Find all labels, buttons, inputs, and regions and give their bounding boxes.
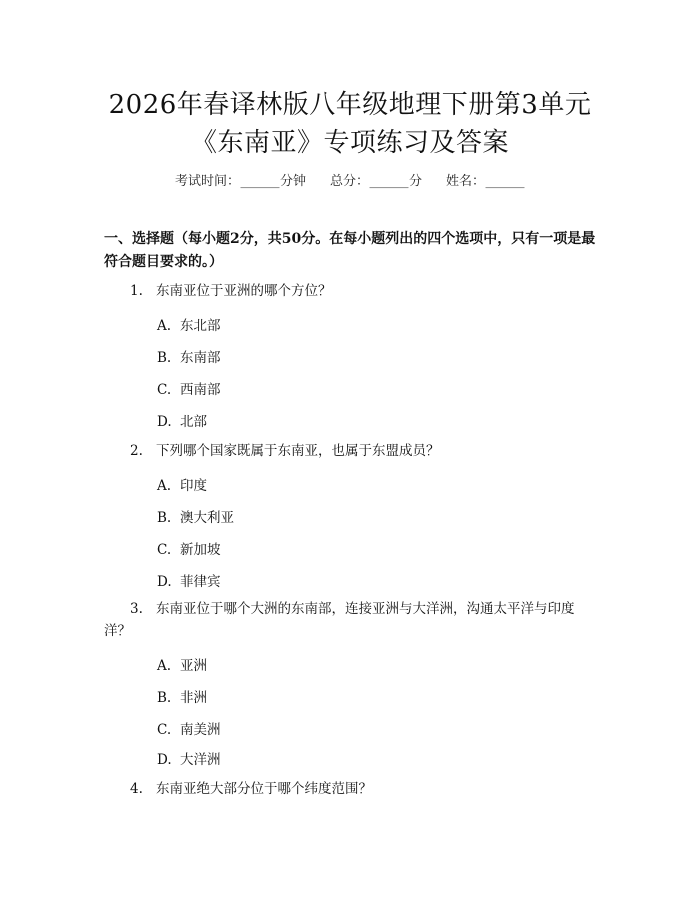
option-letter: C. (157, 722, 172, 738)
exam-info (0, 170, 700, 189)
q1-option-d (157, 410, 207, 430)
option-text: 澳大利亚 (180, 510, 234, 526)
score-label: 总分： (329, 174, 369, 189)
time-label: 考试时间： (174, 174, 240, 189)
question-number: 4. (130, 781, 143, 797)
option-letter: D. (157, 574, 172, 590)
question-4 (104, 778, 598, 800)
q3-option-d (157, 748, 221, 768)
question-number: 1. (130, 283, 143, 299)
option-text: 大洋洲 (180, 752, 221, 768)
option-text: 南美洲 (180, 722, 221, 738)
option-letter: C. (157, 542, 172, 558)
option-letter: A. (157, 478, 172, 494)
document-title-line1: 2026年春译林版八年级地理下册第3单元 (108, 90, 592, 120)
option-letter: D. (157, 414, 172, 430)
q3-option-a (157, 654, 207, 674)
option-letter: C. (157, 382, 172, 398)
option-text: 菲律宾 (180, 574, 221, 590)
option-text: 北部 (180, 414, 207, 430)
question-stem: 下列哪个国家既属于东南亚，也属于东盟成员？ (156, 443, 440, 459)
question-1 (104, 280, 598, 302)
name-label: 姓名： (446, 174, 486, 189)
question-stem: 东南亚绝大部分位于哪个纬度范围？ (156, 781, 372, 797)
option-letter: B. (157, 350, 172, 366)
option-text: 西南部 (180, 382, 221, 398)
question-stem: 东南亚位于哪个大洲的东南部，连接亚洲与大洋洲，沟通太平洋与印度洋？ (104, 601, 575, 639)
q2-option-a (157, 474, 207, 494)
option-text: 亚洲 (180, 658, 207, 674)
question-stem: 东南亚位于亚洲的哪个方位？ (156, 283, 332, 299)
option-text: 东北部 (180, 318, 221, 334)
q1-option-b (157, 346, 221, 366)
q3-option-c (157, 718, 221, 738)
q2-option-b (157, 506, 234, 526)
document-title-line2: 《东南亚》专项练习及答案 (190, 128, 509, 158)
option-letter: B. (157, 690, 172, 706)
option-letter: A. (157, 318, 172, 334)
q1-option-a (157, 314, 221, 334)
q1-option-c (157, 378, 221, 398)
question-number: 3. (130, 601, 143, 617)
question-number: 2. (130, 443, 143, 459)
q2-option-d (157, 570, 221, 590)
option-letter: A. (157, 658, 172, 674)
option-letter: B. (157, 510, 172, 526)
q2-option-c (157, 538, 221, 558)
score-unit: 分 (409, 174, 423, 189)
section-heading: 一、选择题（每小题2分，共50分。在每小题列出的四个选项中，只有一项是最符合题目要求的。） (104, 231, 596, 270)
time-unit: 分钟 (279, 174, 306, 189)
option-text: 印度 (180, 478, 207, 494)
name-blank: ______ (485, 174, 525, 189)
time-blank: ______ (240, 174, 280, 189)
option-text: 新加坡 (180, 542, 221, 558)
score-blank: ______ (369, 174, 409, 189)
question-2 (104, 440, 598, 462)
q3-option-b (157, 686, 207, 706)
option-letter: D. (157, 752, 172, 768)
question-3 (104, 598, 598, 642)
option-text: 东南部 (180, 350, 221, 366)
option-text: 非洲 (180, 690, 207, 706)
